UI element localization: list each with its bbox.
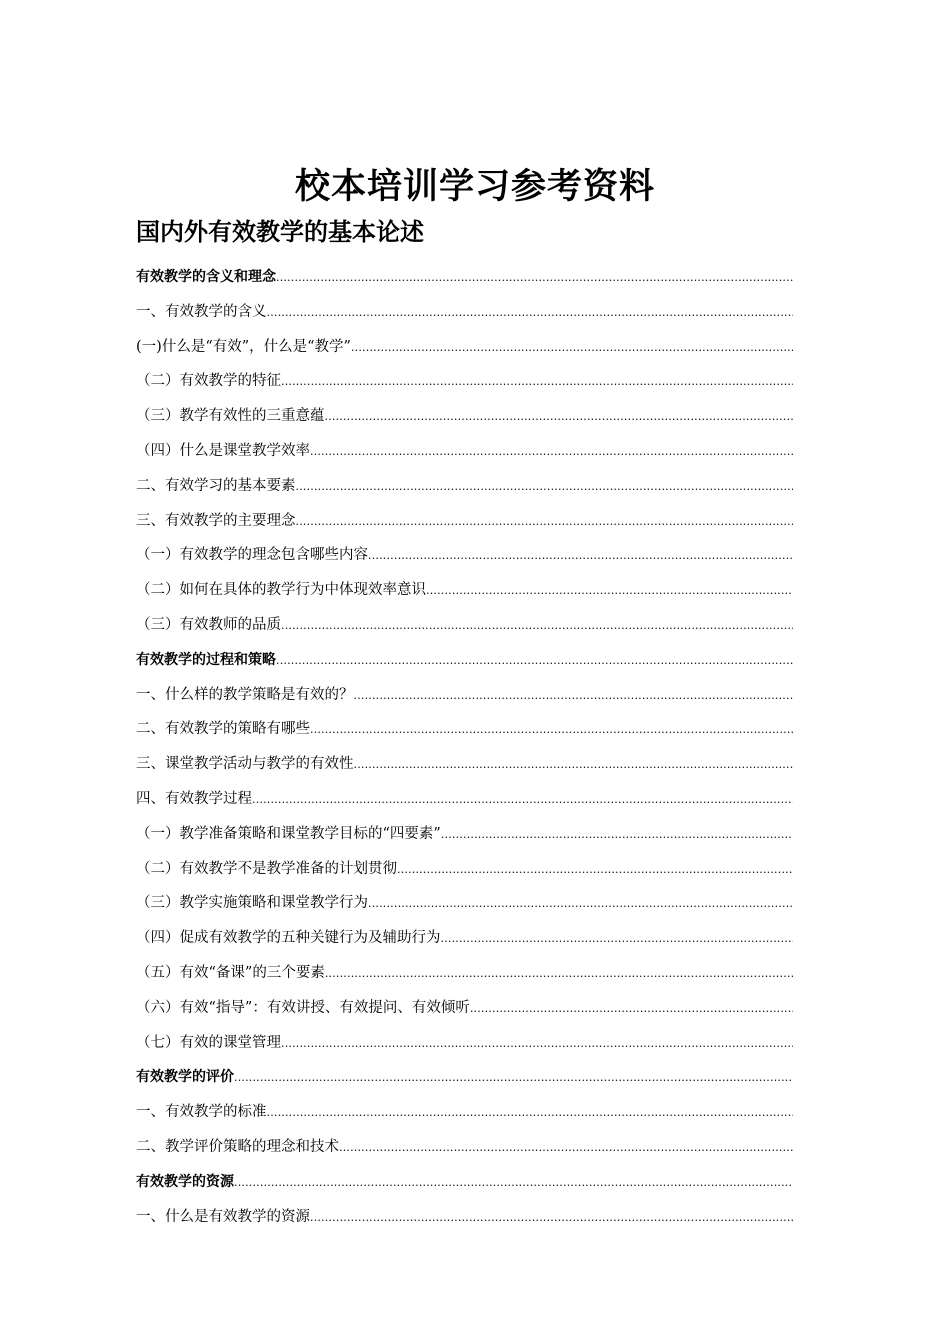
toc-entry-label: （二）如何在具体的教学行为中体现效率意识 <box>136 582 426 599</box>
toc-entry[interactable] <box>136 991 793 1026</box>
toc-entry[interactable] <box>136 1026 793 1061</box>
document-title: 校本培训学习参考资料 <box>294 166 655 207</box>
toc-entry[interactable] <box>136 399 793 434</box>
toc-entry[interactable] <box>136 782 793 817</box>
toc-entry-label: （二）有效教学不是教学准备的计划贯彻 <box>136 860 397 877</box>
toc-dot-leader <box>441 818 793 852</box>
toc-entry-label: （三）教学有效性的三重意蕴 <box>136 408 325 425</box>
toc-dot-leader <box>310 1201 793 1235</box>
toc-entry[interactable] <box>136 330 793 365</box>
toc-dot-leader <box>426 574 793 608</box>
toc-dot-leader <box>397 853 793 887</box>
toc-entry[interactable] <box>136 608 793 643</box>
toc-chapter-entry[interactable] <box>136 260 793 295</box>
toc-entry[interactable] <box>136 817 793 852</box>
toc-entry-label: (一)什么是“有效”，什么是“教学” <box>136 338 351 355</box>
toc-entry-label: （七）有效的课堂管理 <box>136 1034 281 1051</box>
toc-entry-label: （六）有效“指导”：有效讲授、有效提问、有效倾听 <box>136 999 470 1016</box>
toc-entry[interactable] <box>136 747 793 782</box>
toc-dot-leader <box>354 679 794 713</box>
toc-entry-label: （三）教学实施策略和课堂教学行为 <box>136 895 368 912</box>
toc-dot-leader <box>234 1061 793 1095</box>
toc-dot-leader <box>339 1131 793 1165</box>
toc-entry-label: （一）有效教学的理念包含哪些内容 <box>136 547 368 564</box>
toc-entry-label: 二、有效学习的基本要素 <box>136 477 296 494</box>
table-of-contents <box>136 260 793 1234</box>
toc-entry-label: 有效教学的资源 <box>136 1173 234 1190</box>
toc-dot-leader <box>234 1166 793 1200</box>
toc-dot-leader <box>351 331 793 365</box>
toc-entry-label: 四、有效教学过程 <box>136 790 252 807</box>
toc-entry[interactable] <box>136 956 793 991</box>
toc-dot-leader <box>470 992 793 1026</box>
toc-entry-label: 三、课堂教学活动与教学的有效性 <box>136 756 354 773</box>
toc-dot-leader <box>252 783 793 817</box>
toc-dot-leader <box>441 922 794 956</box>
toc-dot-leader <box>267 296 794 330</box>
toc-dot-leader <box>296 470 794 504</box>
toc-dot-leader <box>276 644 793 678</box>
toc-dot-leader <box>325 400 794 434</box>
toc-dot-leader <box>281 365 793 399</box>
toc-entry-label: （五）有效“备课”的三个要素 <box>136 964 325 981</box>
toc-entry-label: （四）促成有效教学的五种关键行为及辅助行为 <box>136 930 441 947</box>
toc-entry[interactable] <box>136 434 793 469</box>
toc-chapter-entry[interactable] <box>136 1060 793 1095</box>
toc-entry[interactable] <box>136 504 793 539</box>
toc-entry-label: 二、有效教学的策略有哪些 <box>136 721 310 738</box>
toc-entry[interactable] <box>136 538 793 573</box>
toc-entry[interactable] <box>136 1095 793 1130</box>
toc-dot-leader <box>281 1027 793 1061</box>
toc-entry[interactable] <box>136 295 793 330</box>
toc-entry-label: 二、教学评价策略的理念和技术 <box>136 1138 339 1155</box>
toc-dot-leader <box>325 957 793 991</box>
toc-chapter-entry[interactable] <box>136 1165 793 1200</box>
toc-entry-label: （一）教学准备策略和课堂教学目标的“四要素” <box>136 825 441 842</box>
toc-dot-leader <box>310 713 793 747</box>
toc-entry[interactable] <box>136 1130 793 1165</box>
toc-entry-label: 有效教学的评价 <box>136 1069 234 1086</box>
toc-entry-label: 一、有效教学的含义 <box>136 303 267 320</box>
toc-entry[interactable] <box>136 921 793 956</box>
toc-dot-leader <box>368 539 793 573</box>
toc-entry[interactable] <box>136 1200 793 1235</box>
toc-entry-label: 一、什么样的教学策略是有效的？ <box>136 686 354 703</box>
toc-entry[interactable] <box>136 852 793 887</box>
toc-dot-leader <box>267 1096 794 1130</box>
toc-entry-label: 有效教学的含义和理念 <box>136 269 276 285</box>
toc-dot-leader <box>310 435 793 469</box>
toc-dot-leader <box>368 887 793 921</box>
document-subtitle: 国内外有效教学的基本论述 <box>136 218 424 246</box>
toc-dot-leader <box>296 505 794 539</box>
toc-dot-leader <box>354 748 794 782</box>
toc-entry-label: 三、有效教学的主要理念 <box>136 512 296 529</box>
toc-entry[interactable] <box>136 573 793 608</box>
toc-entry[interactable] <box>136 469 793 504</box>
toc-entry[interactable] <box>136 886 793 921</box>
toc-entry-label: （四）什么是课堂教学效率 <box>136 442 310 459</box>
toc-entry[interactable] <box>136 712 793 747</box>
toc-dot-leader <box>281 609 793 643</box>
toc-entry-label: （三）有效教师的品质 <box>136 616 281 633</box>
toc-entry[interactable] <box>136 364 793 399</box>
toc-chapter-entry[interactable] <box>136 643 793 678</box>
toc-dot-leader <box>276 261 793 295</box>
toc-entry-label: 有效教学的过程和策略 <box>136 651 276 668</box>
toc-entry-label: 一、什么是有效教学的资源 <box>136 1208 310 1225</box>
toc-entry-label: （二）有效教学的特征 <box>136 373 281 390</box>
toc-entry-label: 一、有效教学的标准 <box>136 1104 267 1121</box>
toc-entry[interactable] <box>136 678 793 713</box>
